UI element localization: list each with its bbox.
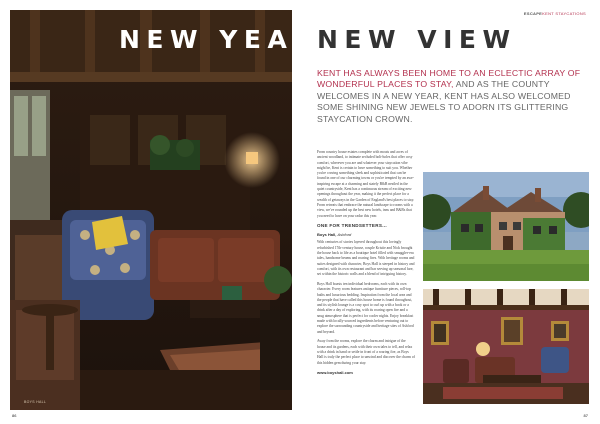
title-left: NEW YEAR, — [119, 25, 336, 54]
photo-house-exterior — [423, 172, 589, 281]
page-number-left: 86 — [12, 413, 17, 418]
intro-rest: AND AS THE COUNTY WELCOMES IN A NEW YEAR, KENT HAS ALSO WELCOMED SOME SHINING NEW JEWELS TO ADORN ITS GLITTERING STAYCATION CROWN. — [317, 79, 571, 124]
intro-standfirst — [317, 68, 589, 125]
body-paragraph-2: With centuries of stories layered throughout this lovingly refurbished 17th-century house, couple Kristie and Nick brought the house back to life as a boutique hotel filled with smuggler-era tales, handsome beams and roaring fires. With heritage rooms and suites designed with character, Boys Hall is steeped in history and comfort, with its own restaurant and bar serving up seasonal fare, set within the historic walls and a blend of intriguing history. — [317, 240, 415, 277]
header-section: KENT STAYCATIONS — [542, 11, 586, 16]
venue-name: Boys Hall, — [317, 232, 337, 238]
body-paragraph-4: Away from the rooms, explore the charm and intrigue of the house and its gardens, each with their own tales to tell, and relax with a drink in hand or settle in front of a roaring fire, as Boys Hall is truly the perfect place to unwind and discover the charm of this hidden gem during your stay. — [317, 339, 415, 365]
body-paragraph-3: Boys Hall boasts ten individual bedrooms, each with its own character. Every room features antique furniture pieces, roll-top baths and luxurious bedding. Inspiration from the local area and the people that have called this house home is found throughout, and its stylish lounge is a cosy spot to curl up with a book or a drink after a day of exploring, with its roaring open fire and a snug atmosphere that is perfect for cooler nights. Enjoy breakfast made with locally-sourced ingredients before venturing out to explore the surrounding countryside and heritage sites of Ashford and beyond. — [317, 281, 414, 334]
photo-credit: BOYS HALL — [24, 400, 47, 404]
intro-accent: KENT HAS ALWAYS BEEN HOME TO AN ECLECTIC ARRAY OF WONDERFUL PLACES TO STAY, — [317, 68, 581, 90]
section-header — [524, 11, 586, 16]
page-number-right: 87 — [583, 413, 588, 418]
venue-heading — [317, 232, 415, 237]
header-brand: ESCAPE — [523, 11, 543, 16]
website-link[interactable]: www.boyshall.com — [317, 370, 353, 376]
hero-photo-lounge — [10, 10, 292, 410]
title-right: NEW VIEW — [317, 25, 517, 54]
venue-location: Ashford — [337, 232, 352, 238]
subheading: ONE FOR TRENDSETTERS... — [317, 223, 387, 229]
article-body — [317, 150, 415, 375]
body-paragraph-1: From country house estates complete with moats and acres of ancient woodland, to intimate secluded bolt-holes that offer cosy comfort, wherever you are and whatever your staycation vibe might be, Kent is certain to have something to suit you. Whether you're craving something sleek and sophisticated that can be found in one of our charming towns or you're tempted by an awe-inspiring escape at a charming and stately B&B nestled in the quiet countryside, Kent has a continuous stream of exciting new openings throughout the year, making it the perfect place for a wealth of getaways in the Garden of England's best places to stay. From retreats that embrace the natural landscape to rooms with a view, we've rounded up the best new hotels, inns and B&Bs that you need to have on your radar this year. — [317, 150, 415, 218]
photo-dining-room — [423, 289, 589, 404]
